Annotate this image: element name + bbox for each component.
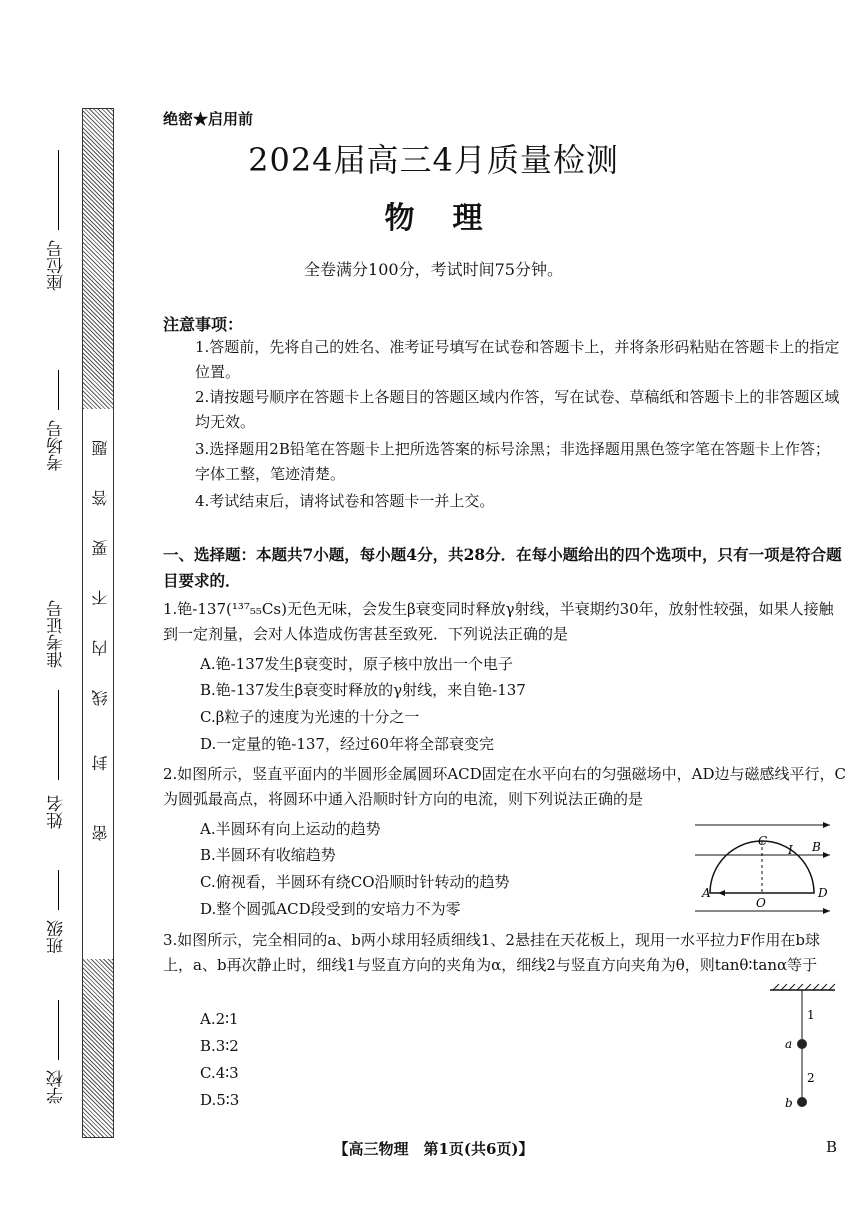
option: C.β粒子的速度为光速的十分之一 — [200, 708, 420, 726]
label-b: B — [812, 840, 821, 854]
option: B.铯-137发生β衰变时释放的γ射线，来自铯-137 — [200, 681, 526, 699]
seal-char: 答 — [91, 490, 110, 506]
ball-a — [797, 1039, 807, 1049]
option: C.4∶3 — [200, 1064, 239, 1082]
field-label: 学校 — [47, 1070, 67, 1104]
question-stem: 2.如图所示，竖直平面内的半圆形金属圆环ACD固定在水平向右的匀强磁场中，AD边与磁感线平行，C为圆弧最高点，将圆环中通入沿顺时针方向的电流，则下列说法正确的是 — [163, 765, 846, 808]
field-class[interactable] — [38, 870, 70, 990]
ball-b — [797, 1097, 807, 1107]
notice-item: 1.答题前，先将自己的姓名、准考证号填写在试卷和答题卡上，并将条形码粘贴在答题卡上的指定位置。 — [195, 338, 840, 381]
section-heading: 一、选择题：本题共7小题，每小题4分，共28分．在每小题给出的四个选项中，只有一项是符合题目要求的． — [163, 545, 842, 590]
field-label: 准考证号 — [47, 600, 67, 668]
page-footer: 【高三物理 第1页(共6页)】 — [333, 1140, 534, 1158]
seal-char: 题 — [91, 440, 110, 456]
seal-char: 密 — [91, 825, 110, 841]
option: D.5∶3 — [200, 1091, 240, 1109]
label-i: I — [788, 843, 793, 857]
field-name[interactable] — [38, 720, 70, 850]
seal-char: 不 — [91, 590, 110, 606]
secret-label: 绝密★启用前 — [163, 110, 254, 128]
notice-item: 2.请按题号顺序在答题卡上各题目的答题区域内作答，写在试卷、草稿纸和答题卡上的非答题区域均无效。 — [195, 388, 840, 431]
field-label: 班级 — [47, 920, 67, 954]
notice-heading: 注意事项： — [163, 315, 244, 334]
seal-char: 内 — [91, 640, 110, 656]
option: B.半圆环有收缩趋势 — [200, 846, 336, 864]
label-line1: 1 — [807, 1008, 815, 1022]
option: D.一定量的铯-137，经过60年将全部衰变完 — [200, 735, 495, 753]
field-ticket[interactable] — [38, 590, 70, 720]
field-room[interactable] — [38, 370, 70, 480]
version-label: B — [826, 1138, 838, 1156]
field-label: 座位号 — [47, 240, 67, 291]
option: A.2∶1 — [200, 1010, 239, 1028]
label-line2: 2 — [807, 1071, 815, 1085]
field-label: 考场号 — [47, 420, 67, 471]
seal-char: 要 — [91, 540, 110, 556]
ceiling-hatch — [773, 984, 835, 990]
label-a: A — [702, 886, 711, 900]
notice-item: 3.选择题用2B铅笔在答题卡上把所选答案的标号涂黑；非选择题用黑色签字笔在答题卡上作答；字体工整，笔迹清楚。 — [195, 440, 830, 483]
seal-char: 线 — [91, 690, 110, 706]
label-ball-b: b — [785, 1096, 793, 1110]
label-d: D — [818, 886, 828, 900]
option: A.半圆环有向上运动的趋势 — [200, 820, 381, 838]
option: D.整个圆弧ACD段受到的安培力不为零 — [200, 900, 461, 918]
question-stem: 1.铯-137(¹³⁷₅₅Cs)无色无味，会发生β衰变同时释放γ射线，半衰期约30年，放射性较强，如果人接触到一定剂量，会对人体造成伤害甚至致死．下列说法正确的是 — [163, 600, 834, 643]
seal-char: 封 — [91, 755, 110, 771]
field-label: 姓名 — [47, 795, 67, 829]
page-title: 2024届高三4月质量检测 — [248, 141, 619, 179]
label-o: O — [756, 896, 766, 910]
field-school[interactable] — [38, 1000, 70, 1110]
semicircle-field-figure — [690, 815, 840, 920]
option: A.铯-137发生β衰变时，原子核中放出一个电子 — [200, 655, 513, 673]
hanging-balls-figure — [765, 982, 845, 1117]
label-ball-a: a — [785, 1037, 793, 1051]
question-stem: 3.如图所示，完全相同的a、b两小球用轻质细线1、2悬挂在天花板上，现用一水平拉力F作用在b球上，a、b再次静止时，细线1与竖直方向的夹角为α，细线2与竖直方向夹角为θ，则tanθ∶tanα等于 — [163, 931, 820, 974]
score-info: 全卷满分100分，考试时间75分钟。 — [304, 260, 563, 279]
label-c: C — [758, 834, 768, 848]
option: B.3∶2 — [200, 1037, 239, 1055]
notice-item: 4.考试结束后，请将试卷和答题卡一并上交。 — [195, 492, 495, 510]
option: C.俯视看，半圆环有绕CO沿顺时针转动的趋势 — [200, 873, 510, 891]
subject-title: 物理 — [384, 201, 521, 236]
